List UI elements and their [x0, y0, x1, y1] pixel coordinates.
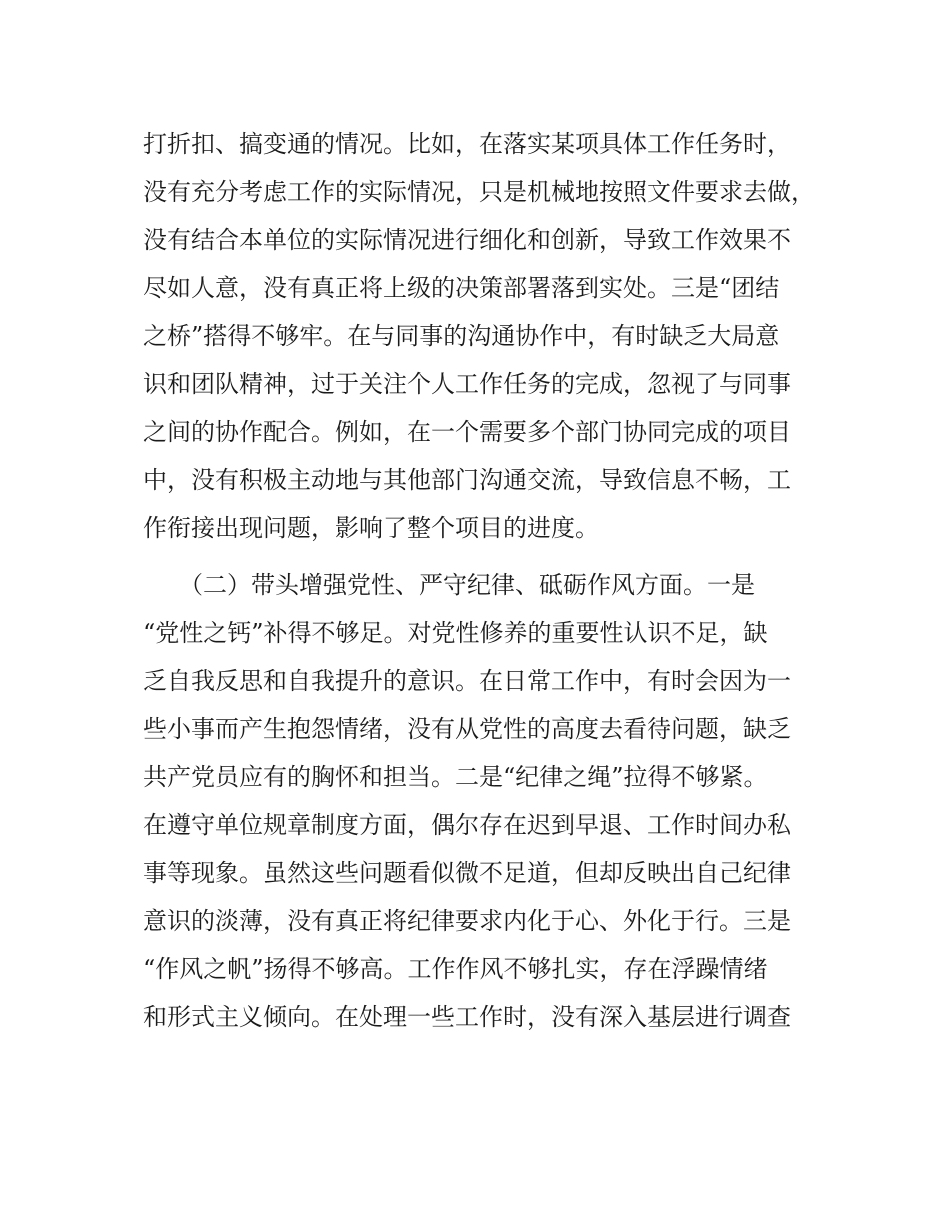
text-line: 意识的淡薄，没有真正将纪律要求内化于心、外化于行。三是 [143, 907, 791, 935]
paragraph-2 [143, 561, 823, 1041]
text-line: 作衔接出现问题，影响了整个项目的进度。 [143, 514, 599, 542]
text-line: 打折扣、搞变通的情况。比如，在落实某项具体工作任务时， [143, 130, 791, 158]
text-line: 乏自我反思和自我提升的意识。在日常工作中，有时会因为一 [143, 667, 791, 695]
text-line: 尽如人意，没有真正将上级的决策部署落到实处。三是“团结 [143, 274, 780, 302]
text-line: 中，没有积极主动地与其他部门沟通交流，导致信息不畅，工 [143, 466, 791, 494]
text-line: 和形式主义倾向。在处理一些工作时，没有深入基层进行调查 [143, 1003, 791, 1031]
text-line: 在遵守单位规章制度方面，偶尔存在迟到早退、工作时间办私 [143, 811, 791, 839]
text-line: 共产党员应有的胸怀和担当。二是“纪律之绳”拉得不够紧。 [143, 763, 768, 791]
paragraph-1 [143, 120, 823, 552]
text-line: “作风之帆”扬得不够高。工作作风不够扎实，存在浮躁情绪 [143, 955, 768, 983]
text-line: 识和团队精神，过于关注个人工作任务的完成，忽视了与同事 [143, 370, 791, 398]
text-line: 些小事而产生抱怨情绪，没有从党性的高度去看待问题，缺乏 [143, 715, 791, 743]
text-line: “党性之钙”补得不够足。对党性修养的重要性认识不足，缺 [143, 619, 768, 647]
text-line: 之桥”搭得不够牢。在与同事的沟通协作中，有时缺乏大局意 [143, 322, 780, 350]
text-line: 事等现象。虽然这些问题看似微不足道，但却反映出自己纪律 [143, 859, 791, 887]
text-line: 之间的协作配合。例如，在一个需要多个部门协同完成的项目 [143, 418, 791, 446]
text-line: 没有结合本单位的实际情况进行细化和创新，导致工作效果不 [143, 226, 791, 254]
text-line: （二）带头增强党性、严守纪律、砥砺作风方面。一是 [143, 571, 755, 599]
text-line: 没有充分考虑工作的实际情况，只是机械地按照文件要求去做， [143, 178, 815, 206]
